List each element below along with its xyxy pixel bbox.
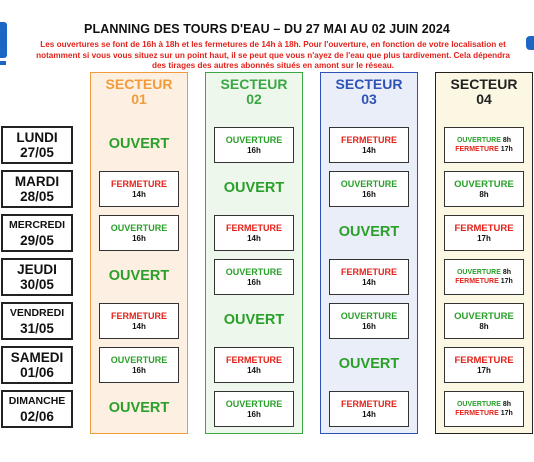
schedule-cell (444, 215, 524, 251)
day-box-6 (1, 390, 73, 428)
cell-hour-close: 17h (500, 146, 513, 153)
notice-text: Les ouvertures se font de 16h à 18h et les fermetures de 14h à 18h. Pour l'ouverture, en fonction de votre localisation et notamment si vous vous situez sur un point haut, il se peut que vous n'ayez de l'eau que plus tardivement. Cela dépendra des tirages des autres abonnés situés en amont sur le réseau. (36, 40, 510, 70)
day-date: 30/05 (20, 277, 54, 292)
day-name: LUNDI (16, 130, 58, 145)
day-date: 29/05 (20, 233, 54, 248)
day-name: MERCREDI (8, 219, 65, 231)
cell-label: FERMETURE (454, 222, 514, 234)
cell-hour: 14h (362, 277, 376, 287)
cell-line (445, 400, 523, 409)
cell-label: OUVERTURE (110, 222, 168, 233)
schedule-cell (444, 127, 524, 163)
day-name: MARDI (14, 174, 60, 189)
cell-hour-close: 17h (500, 410, 513, 417)
cell-hour: 14h (362, 145, 376, 155)
cell-label: FERMETURE (226, 354, 282, 365)
day-box-0 (1, 126, 73, 164)
cell-hour: 17h (477, 233, 491, 243)
schedule-cell-open: OUVERT (108, 136, 170, 152)
schedule-cell-open: OUVERT (338, 356, 400, 372)
schedule-cell (444, 391, 524, 427)
cell-label: FERMETURE (341, 398, 397, 409)
day-date: 27/05 (20, 145, 54, 160)
day-date: 02/06 (20, 409, 54, 424)
cell-hour: 16h (247, 409, 261, 419)
day-box-4 (1, 302, 73, 340)
schedule-cell (214, 391, 294, 427)
cell-label: FERMETURE (111, 310, 167, 321)
schedule-cell (214, 127, 294, 163)
day-box-3 (1, 258, 73, 296)
cell-label: FERMETURE (341, 266, 397, 277)
cell-hour: 16h (132, 233, 146, 243)
day-date: 01/06 (20, 365, 54, 380)
schedule-cell-open: OUVERT (108, 268, 170, 284)
cell-label-close: FERMETURE (455, 410, 499, 417)
logo-dot (0, 61, 6, 65)
sector-title (91, 77, 187, 107)
schedule-cell (214, 215, 294, 251)
schedule-cell-open: OUVERT (223, 180, 285, 196)
schedule-cell (329, 303, 409, 339)
sector-title-line2: 02 (246, 91, 262, 107)
cell-line (445, 136, 523, 145)
schedule-cell (99, 303, 179, 339)
day-name: SAMEDI (10, 350, 64, 365)
cell-hour-open: 8h (502, 137, 512, 144)
cell-label: OUVERTURE (225, 134, 283, 145)
cell-label: OUVERTURE (225, 266, 283, 277)
cell-label-open: OUVERTURE (456, 269, 501, 276)
sector-title-line1: SECTEUR (105, 76, 173, 92)
sector-title-line2: 01 (131, 91, 147, 107)
schedule-cell (444, 171, 524, 207)
schedule-cell-open: OUVERT (338, 224, 400, 240)
schedule-cell (214, 347, 294, 383)
sector-title-line1: SECTEUR (450, 76, 518, 92)
cell-label: FERMETURE (454, 354, 514, 366)
sector-title-line2: 04 (476, 91, 492, 107)
schedule-cell (444, 303, 524, 339)
schedule-cell (329, 259, 409, 295)
day-box-5 (1, 346, 73, 384)
sector-title-line2: 03 (361, 91, 377, 107)
cell-hour: 14h (132, 189, 146, 199)
cell-hour: 14h (362, 409, 376, 419)
cell-label: OUVERTURE (225, 398, 283, 409)
cell-hour: 14h (247, 365, 261, 375)
schedule-cell (444, 259, 524, 295)
cell-label: OUVERTURE (340, 178, 398, 189)
cell-hour: 17h (477, 365, 491, 375)
cell-hour: 16h (132, 365, 146, 375)
day-date: 31/05 (20, 321, 54, 336)
cell-line (445, 268, 523, 277)
schedule-cell (99, 215, 179, 251)
cell-hour-open: 8h (502, 401, 512, 408)
schedule-cell (444, 347, 524, 383)
cell-line (445, 277, 523, 286)
logo-right (526, 36, 534, 50)
cell-hour-open: 8h (502, 269, 512, 276)
cell-label-close: FERMETURE (455, 278, 499, 285)
sector-title (321, 77, 417, 107)
day-name: DIMANCHE (8, 395, 66, 407)
day-name: VENDREDI (9, 307, 65, 319)
cell-hour: 8h (479, 321, 489, 331)
cell-label-open: OUVERTURE (456, 401, 501, 408)
cell-hour: 8h (479, 189, 489, 199)
sector-title (206, 77, 302, 107)
cell-hour-close: 17h (500, 278, 513, 285)
day-date: 28/05 (20, 189, 54, 204)
schedule-cell (214, 259, 294, 295)
cell-hour: 16h (362, 189, 376, 199)
cell-label-close: FERMETURE (455, 146, 499, 153)
day-box-1 (1, 170, 73, 208)
cell-hour: 16h (247, 145, 261, 155)
cell-label: FERMETURE (111, 178, 167, 189)
sector-title-line1: SECTEUR (335, 76, 403, 92)
cell-line (445, 409, 523, 418)
cell-label-open: OUVERTURE (456, 137, 501, 144)
cell-label: OUVERTURE (110, 354, 168, 365)
schedule-cell (99, 347, 179, 383)
cell-label: FERMETURE (226, 222, 282, 233)
cell-label: OUVERTURE (454, 310, 514, 322)
cell-label: FERMETURE (341, 134, 397, 145)
schedule-cell (329, 171, 409, 207)
day-name: JEUDI (17, 262, 57, 277)
cell-hour: 16h (362, 321, 376, 331)
schedule-cell-open: OUVERT (108, 400, 170, 416)
schedule-cell (329, 391, 409, 427)
schedule-cell (99, 171, 179, 207)
cell-hour: 14h (132, 321, 146, 331)
cell-label: OUVERTURE (340, 310, 398, 321)
schedule-cell-open: OUVERT (223, 312, 285, 328)
page-title: PLANNING DES TOURS D'EAU – DU 27 MAI AU 02 JUIN 2024 (84, 22, 450, 36)
schedule-cell (329, 127, 409, 163)
day-box-2 (1, 214, 73, 252)
sector-title-line1: SECTEUR (220, 76, 288, 92)
cell-line (445, 145, 523, 154)
sector-title (436, 77, 532, 107)
cell-label: OUVERTURE (454, 178, 514, 190)
cell-hour: 16h (247, 277, 261, 287)
cell-hour: 14h (247, 233, 261, 243)
